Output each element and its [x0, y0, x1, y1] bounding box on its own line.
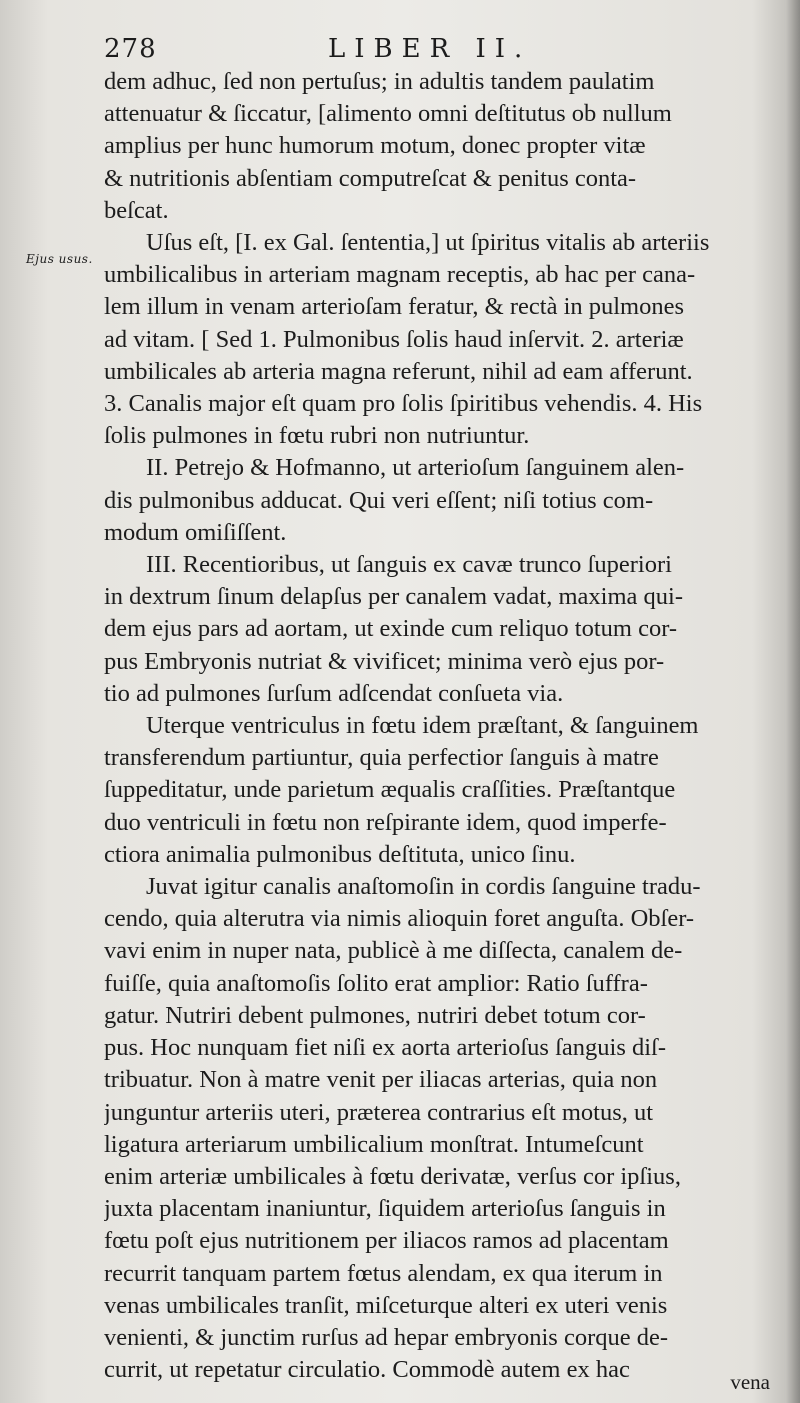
page-number: 278 [104, 34, 157, 64]
text-line: recurrit tanquam partem fœtus alendam, ex qua iterum in [104, 1259, 663, 1287]
text-line: fœtu poſt ejus nutritionem per iliacos ramos ad placentam [104, 1227, 669, 1255]
text-line: dem adhuc, ſed non pertuſus; in adultis tandem paulatim [104, 68, 655, 95]
text-line: umbilicalibus in arteriam magnam receptis, ab hac per cana- [104, 261, 696, 289]
text-line: venas umbilicales tranſit, miſceturque alteri ex uteri venis [104, 1291, 668, 1319]
paragraph-juvat: Juvat igitur canalis anaſtomoſin in cordis ſanguine tradu- [146, 873, 701, 901]
text-line: lem illum in venam arterioſam feratur, & rectà in pulmones [104, 293, 685, 321]
text-line: fuiſſe, quia anaſtomoſis ſolito erat amplior: Ratio ſuffra- [104, 969, 648, 997]
text-line: ctiora animalia pulmonibus deſtituta, unico ſinu. [104, 840, 576, 868]
text-line: ſuppeditatur, unde parietum æqualis craſſities. Præſtantque [104, 776, 676, 804]
text-line: tio ad pulmones ſurſum adſcendat conſueta via. [104, 679, 564, 707]
text-line: transferendum partiuntur, quia perfectior ſanguis à matre [104, 744, 659, 772]
paragraph-uterque: Uterque ventriculus in fœtu idem præſtant, & ſanguinem [146, 712, 699, 740]
text-line: ad vitam. [ Sed 1. Pulmonibus ſolis haud inſervit. 2. arteriæ [104, 325, 684, 353]
text-line: beſcat. [104, 196, 169, 224]
text-line: enim arteriæ umbilicales à fœtu derivatæ, verſus cor ipſius, [104, 1162, 681, 1190]
text-line: in dextrum ſinum delapſus per canalem vadat, maxima qui- [104, 583, 683, 611]
text-line: junguntur arteriis uteri, præterea contrarius eſt motus, ut [104, 1098, 654, 1126]
text-line: 3. Canalis major eſt quam pro ſolis ſpiritibus vehendis. 4. His [104, 390, 703, 418]
text-line: modum omiſiſſent. [104, 518, 287, 546]
text-line: tribuatur. Non à matre venit per iliacas arterias, quia non [104, 1066, 658, 1094]
text-line: ſolis pulmones in fœtu rubri non nutriuntur. [104, 422, 530, 450]
catchword: vena [730, 1370, 770, 1394]
paragraph-usus: Uſus eſt, [I. ex Gal. ſententia,] ut ſpiritus vitalis ab arteriis [146, 229, 710, 257]
margin-note: Ejus usus. [26, 252, 93, 266]
text-line: pus Embryonis nutriat & vivificet; minima verò ejus por- [104, 647, 665, 675]
page-header [104, 30, 764, 70]
text-line: cendo, quia alterutra via nimis alioquin foret anguſta. Obſer- [104, 905, 695, 933]
running-head: LIBER II. [328, 34, 532, 64]
paragraph-iii: III. Recentioribus, ut ſanguis ex cavæ trunco ſuperiori [146, 551, 672, 579]
text-line: currit, ut repetatur circulatio. Commodè autem ex hac [104, 1356, 630, 1384]
text-line: attenuatur & ſiccatur, [alimento omni deſtitutus ob nullum [104, 100, 672, 128]
text-line: venienti, & junctim rurſus ad hepar embryonis corque de- [104, 1323, 669, 1351]
text-line: dem ejus pars ad aortam, ut exinde cum reliquo totum cor- [104, 615, 678, 643]
text-line: juxta placentam inaniuntur, ſiquidem arterioſus ſanguis in [104, 1195, 666, 1223]
text-line: pus. Hoc nunquam fiet niſi ex aorta arterioſus ſanguis diſ- [104, 1034, 667, 1062]
paragraph-ii: II. Petrejo & Hofmanno, ut arterioſum ſanguinem alen- [146, 454, 685, 482]
text-line: gatur. Nutriri debent pulmones, nutriri debet totum cor- [104, 1001, 646, 1029]
text-line: dis pulmonibus adducat. Qui veri eſſent; niſi totius com- [104, 486, 654, 514]
page-edge-shadow [786, 0, 800, 1403]
body-text [104, 66, 766, 1386]
text-line: vavi enim in nuper nata, publicè à me diſſecta, canalem de- [104, 937, 683, 965]
text-line: & nutritionis abſentiam computreſcat & penitus conta- [104, 164, 637, 192]
text-line: ligatura arteriarum umbilicalium monſtrat. Intumeſcunt [104, 1130, 644, 1158]
text-line: amplius per hunc humorum motum, donec propter vitæ [104, 132, 646, 160]
text-line: umbilicales ab arteria magna referunt, nihil ad eam afferunt. [104, 357, 693, 385]
text-line: duo ventriculi in fœtu non reſpirante idem, quod imperfe- [104, 808, 667, 836]
